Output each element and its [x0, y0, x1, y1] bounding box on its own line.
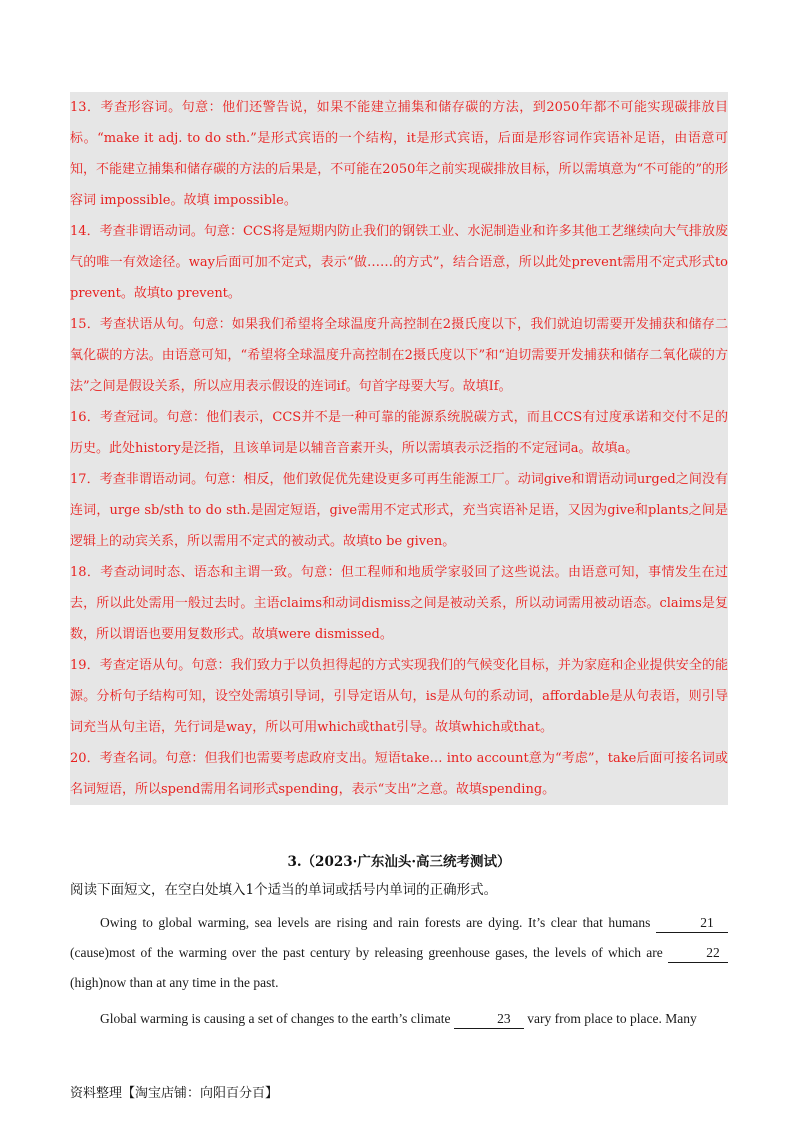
answer-17: 17．考查非谓语动词。句意：相反，他们敦促优先建设更多可再生能源工厂。动词give和谓语动词urged之间没有连词，urge sb/sth to do sth.是固定短语，give需用不定式形式，充当宾语补足语，又因为give和plants之间是逻辑上的动宾关系，所以需用不定式的被动式。故填to be given。: [70, 472, 728, 549]
answer-19: 19．考查定语从句。句意：我们致力于以负担得起的方式实现我们的气候变化目标，并为家庭和企业提供安全的能源。分析句子结构可知，设空处需填引导词，引导定语从句，is是从句的系动词，affordable是从句表语，则引导词充当从句主语，先行词是way，所以可用which或that引导。故填which或that。: [70, 658, 728, 735]
passage-paragraph-1: [70, 908, 728, 998]
passage-text: Owing to global warming, sea levels are rising and rain forests are dying. It’s clear that humans: [100, 915, 651, 930]
answer-16: 16．考查冠词。句意：他们表示，CCS并不是一种可靠的能源系统脱碳方式，而且CCS有过度承诺和交付不足的历史。此处history是泛指，且该单词是以辅音音素开头，所以需填表示泛指的不定冠词a。故填a。: [70, 410, 728, 456]
blank-23[interactable]: 23: [454, 1010, 524, 1029]
page-footer: 资料整理【淘宝店铺：向阳百分百】: [70, 1086, 279, 1101]
answer-14: 14．考查非谓语动词。句意：CCS将是短期内防止我们的钢铁工业、水泥制造业和许多其他工艺继续向大气排放废气的唯一有效途径。way后面可加不定式，表示“做……的方式”，结合语意，所以此处prevent需用不定式形式to prevent。故填to prevent。: [70, 224, 728, 301]
blank-22[interactable]: 22: [668, 944, 728, 963]
answer-explanations: [70, 92, 728, 805]
section-heading: 3.（2023·广东汕头·高三统考测试）: [287, 854, 511, 870]
blank-21[interactable]: 21: [656, 914, 728, 933]
passage-text: Global warming is causing a set of changes to the earth’s climate: [100, 1011, 451, 1026]
answer-13: 13．考查形容词。句意：他们还警告说，如果不能建立捕集和储存碳的方法，到2050年都不可能实现碳排放目标。“make it adj. to do sth.”是形式宾语的一个结构，it是形式宾语，后面是形容词作宾语补足语，由语意可知，不能建立捕集和储存碳的方法的后果是，不可能在2050年之前实现碳排放目标，所以需填意为“不可能的”的形容词 impossible。故填 impossible。: [70, 100, 728, 208]
passage-text: (high)now than at any time in the past.: [70, 975, 279, 990]
reading-passage: [70, 908, 728, 1034]
passage-text: vary from place to place. Many: [527, 1011, 697, 1026]
answer-20: 20．考查名词。句意：但我们也需要考虑政府支出。短语take… into account意为“考虑”，take后面可接名词或名词短语，所以spend需用名词形式spending，表示“支出”之意。故填spending。: [70, 751, 728, 797]
instruction-text: 阅读下面短文，在空白处填入1个适当的单词或括号内单词的正确形式。: [70, 882, 498, 898]
answer-18: 18．考查动词时态、语态和主谓一致。句意：但工程师和地质学家驳回了这些说法。由语意可知，事情发生在过去，所以此处需用一般过去时。主语claims和动词dismiss之间是被动关系，所以动词需用被动语态。claims是复数，所以谓语也要用复数形式。故填were dismissed。: [70, 565, 728, 642]
passage-text: (cause)most of the warming over the past century by releasing greenhouse gases, the levels of which are: [70, 945, 663, 960]
answer-15: 15．考查状语从句。句意：如果我们希望将全球温度升高控制在2摄氏度以下，我们就迫切需要开发捕获和储存二氧化碳的方法。由语意可知，“希望将全球温度升高控制在2摄氏度以下”和“迫切需要开发捕获和储存二氧化碳的方法”之间是假设关系，所以应用表示假设的连词if。句首字母要大写。故填If。: [70, 317, 728, 394]
passage-paragraph-2: [70, 1004, 728, 1034]
